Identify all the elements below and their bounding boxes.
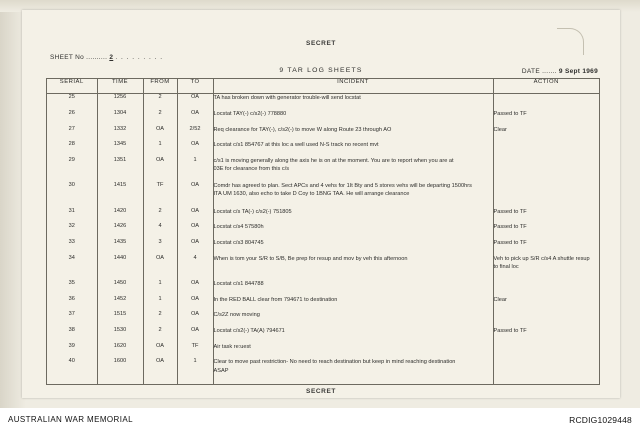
table-row	[47, 358, 599, 384]
table-row	[47, 126, 599, 142]
table-row	[47, 327, 599, 343]
table-row	[47, 182, 599, 207]
cell-action	[493, 280, 599, 296]
cell-from: 1	[143, 280, 177, 296]
cell-from: OA	[143, 343, 177, 359]
cell-incident	[213, 255, 493, 280]
incident-line-1: Locstat c/s1 854767 at this loc a well used N-S track no recent mvt	[213, 142, 379, 149]
action-line-1: Veh to pick up S/R c/s4 A shuttle resup	[493, 255, 590, 262]
incident-line-1: Locstat c/s1 844788	[213, 281, 264, 288]
incident-line-1: Comdr has agreed to plan. Sect APCs and 4 vehs for 1It Bty and 5 stores vehs will be departing 1500hrs	[213, 183, 472, 190]
incident-line-1: Locstat c/s TA(-) c/s2(-) 751805	[213, 208, 292, 215]
incident-line-1: When is tom your S/R to S/B, Be prep for resup and mov by veh this afternoon	[213, 255, 408, 262]
table-row	[47, 239, 599, 255]
cell-incident	[213, 311, 493, 327]
cell-to: OA	[177, 208, 213, 224]
incident-line-1: C/s2Z now moving	[213, 312, 260, 319]
classification-footer: SECRET	[306, 388, 336, 395]
cell-from: 2	[143, 327, 177, 343]
cell-from: 1	[143, 296, 177, 312]
cell-from: 2	[143, 110, 177, 126]
institution-label: AUSTRALIAN WAR MEMORIAL	[8, 415, 133, 424]
incident-line-1: Air task re:uest	[213, 343, 251, 350]
cell-serial: 25	[47, 94, 97, 110]
incident-line-1: Locstat TAY(-) c/s2(-) 778880	[213, 110, 287, 117]
column-header-serial: SERIAL	[47, 79, 97, 94]
cell-time: 1435	[97, 239, 143, 255]
cell-to: 4	[177, 255, 213, 280]
table-row	[47, 157, 599, 182]
classification-header: SECRET	[306, 40, 336, 47]
log-table-container	[46, 78, 600, 385]
column-header-to: TO	[177, 79, 213, 94]
cell-serial: 37	[47, 311, 97, 327]
cell-to: 1	[177, 358, 213, 384]
cell-incident	[213, 343, 493, 359]
cell-to: OA	[177, 280, 213, 296]
cell-time: 1426	[97, 223, 143, 239]
incident-line-1: TA has broken down with generator trouble-will send locstat	[213, 95, 361, 101]
cell-to: OA	[177, 311, 213, 327]
cell-incident	[213, 327, 493, 343]
incident-line-1: In the RED BALL clear from 794671 to destination	[213, 296, 338, 303]
cell-action: Clear	[493, 126, 507, 133]
table-row	[47, 223, 599, 239]
cell-incident	[213, 296, 493, 312]
column-header-incident: INCIDENT	[213, 79, 493, 94]
cell-action: Clear	[493, 296, 507, 303]
cell-serial: 38	[47, 327, 97, 343]
cell-from: OA	[143, 358, 177, 384]
reference-id: RCDIG1029448	[569, 415, 632, 425]
cell-action	[493, 343, 599, 359]
incident-line-2: ASAP	[213, 367, 229, 374]
cell-from: 2	[143, 94, 177, 110]
cell-serial: 28	[47, 141, 97, 157]
cell-serial: 29	[47, 157, 97, 182]
date-value: 9 Sept 1969	[558, 68, 598, 75]
cell-from: OA	[143, 157, 177, 182]
column-header-time: TIME	[97, 79, 143, 94]
cell-to: TF	[177, 343, 213, 359]
cell-time: 1420	[97, 208, 143, 224]
log-table	[47, 79, 599, 384]
cell-time: 1345	[97, 141, 143, 157]
cell-incident	[213, 94, 493, 110]
cell-serial: 26	[47, 110, 97, 126]
cell-action: Passed to TF	[493, 240, 527, 247]
cell-action	[493, 141, 599, 157]
table-row	[47, 208, 599, 224]
table-row	[47, 280, 599, 296]
cell-action	[493, 358, 599, 384]
log-sheet	[22, 10, 620, 398]
log-table-head	[47, 79, 599, 94]
sheet-number-label: SHEET No ..........	[50, 54, 108, 61]
cell-time: 1415	[97, 182, 143, 207]
cell-time: 1452	[97, 296, 143, 312]
document-title: 9 TAR LOG SHEETS	[279, 67, 363, 74]
sheet-number-value: 2	[109, 54, 114, 61]
cell-serial: 33	[47, 239, 97, 255]
cell-from: OA	[143, 255, 177, 280]
cell-to: 2/52	[177, 126, 213, 142]
cell-action: Passed to TF	[493, 208, 527, 215]
cell-to: OA	[177, 223, 213, 239]
date-line	[522, 68, 598, 75]
cell-time: 1600	[97, 358, 143, 384]
cell-serial: 36	[47, 296, 97, 312]
cell-serial: 27	[47, 126, 97, 142]
cell-to: OA	[177, 327, 213, 343]
incident-line-1: c/s1 is moving generally along the axis he is on at the moment. You are to report when you are at	[213, 157, 454, 164]
cell-from: 2	[143, 311, 177, 327]
cell-incident	[213, 358, 493, 384]
cell-serial: 32	[47, 223, 97, 239]
cell-from: 3	[143, 239, 177, 255]
cell-to: OA	[177, 94, 213, 110]
cell-from: 2	[143, 208, 177, 224]
sheet-number-trailing-dots: . . . . . . . . .	[115, 54, 164, 61]
cell-time: 1450	[97, 280, 143, 296]
cell-serial: 40	[47, 358, 97, 384]
cell-time: 1620	[97, 343, 143, 359]
cell-incident	[213, 157, 493, 182]
cell-incident	[213, 182, 493, 207]
cell-from: 4	[143, 223, 177, 239]
cell-from: 1	[143, 141, 177, 157]
table-row	[47, 343, 599, 359]
cell-from: OA	[143, 126, 177, 142]
cell-time: 1351	[97, 157, 143, 182]
cell-incident	[213, 239, 493, 255]
cell-incident	[213, 280, 493, 296]
incident-line-1: Locstat c/s2(-) TA(A) 794671	[213, 328, 285, 335]
action-line-2: to final loc	[493, 263, 519, 270]
table-header-row	[47, 79, 599, 94]
cell-action	[493, 94, 599, 110]
cell-incident	[213, 126, 493, 142]
cell-to: OA	[177, 110, 213, 126]
cell-time: 1304	[97, 110, 143, 126]
cell-time: 1440	[97, 255, 143, 280]
cell-incident	[213, 110, 493, 126]
incident-line-1: Clear to move past restriction- No need to reach destination but keep in mind reaching destination	[213, 359, 456, 366]
incident-line-2: 03E for clearance from this c/s	[213, 166, 290, 173]
cell-serial: 34	[47, 255, 97, 280]
table-row	[47, 141, 599, 157]
table-row	[47, 255, 599, 280]
footer-bar	[0, 408, 640, 433]
table-row	[47, 110, 599, 126]
cell-serial: 31	[47, 208, 97, 224]
incident-line-2: ITA UM 1630, also echo to take D Coy to 1BNG TAA. He will arrange clearance	[213, 191, 410, 198]
cell-to: OA	[177, 239, 213, 255]
cell-to: 1	[177, 157, 213, 182]
cell-time: 1530	[97, 327, 143, 343]
sheet-number-line	[50, 54, 163, 61]
incident-line-1: Locstat c/s4 57580h	[213, 224, 264, 231]
cell-serial: 30	[47, 182, 97, 207]
cell-action	[493, 182, 599, 207]
cell-incident	[213, 223, 493, 239]
cell-to: OA	[177, 141, 213, 157]
cell-action: Passed to TF	[493, 224, 527, 231]
cell-incident	[213, 141, 493, 157]
table-row	[47, 94, 599, 110]
cell-to: OA	[177, 296, 213, 312]
log-table-body	[47, 94, 599, 385]
cell-action	[493, 255, 599, 280]
column-header-action: ACTION	[493, 79, 599, 94]
cell-serial: 39	[47, 343, 97, 359]
cell-from: TF	[143, 182, 177, 207]
column-header-from: FROM	[143, 79, 177, 94]
incident-line-1: Req clearance for TAY(-), c/s2(-) to move W along Route 23 through AO	[213, 126, 392, 133]
cell-time: 1515	[97, 311, 143, 327]
cell-serial: 35	[47, 280, 97, 296]
incident-line-1: Locstat c/s3 804745	[213, 240, 264, 247]
cell-time: 1256	[97, 94, 143, 110]
table-row	[47, 311, 599, 327]
cell-to: OA	[177, 182, 213, 207]
cell-incident	[213, 208, 493, 224]
table-row	[47, 296, 599, 312]
cell-action: Passed to TF	[493, 328, 527, 335]
cell-action	[493, 311, 599, 327]
cell-action: Passed to TF	[493, 110, 527, 117]
date-label: DATE .......	[521, 68, 557, 75]
cell-time: 1332	[97, 126, 143, 142]
cell-action	[493, 157, 599, 182]
